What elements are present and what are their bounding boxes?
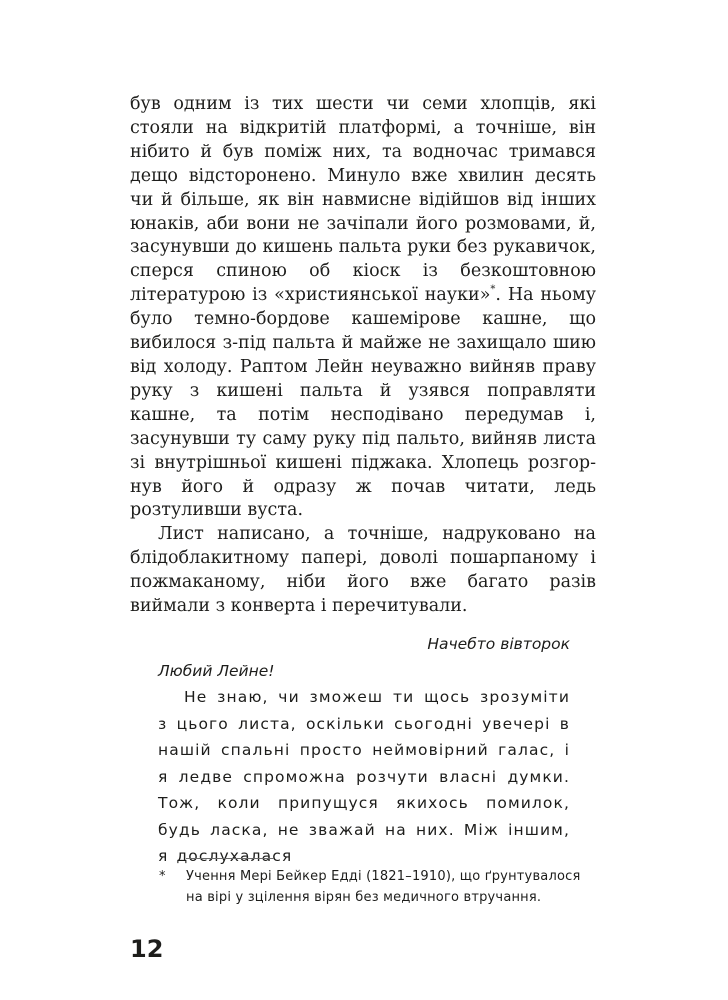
paragraph-2: Лист написано, а точніше, надруковано на блідоблакитному папері, доволі пошарпаному і пожмаканому, ніби його вже багато разів виймали з конверта і перечитували. bbox=[130, 524, 596, 617]
footnote-reference-mark: * bbox=[490, 284, 496, 296]
footnote-mark: * bbox=[159, 869, 166, 884]
letter-salutation: Любий Лейне! bbox=[158, 661, 275, 680]
footnote-divider bbox=[186, 858, 274, 859]
letter-body: Не знаю, чи зможеш ти щось зрозуміти з цього листа, оскільки сьогодні увечері в нашій спальні просто неймовірний галас, і я ледве спроможна розчути власні думки. Тож, коли припущуся якихось помилок, будь ласка, не зважай на них. Між іншим, я дослухалася bbox=[158, 688, 570, 865]
paragraph-1 bbox=[130, 93, 596, 523]
main-text bbox=[130, 93, 596, 619]
page-number: 12 bbox=[130, 935, 164, 963]
footnote bbox=[159, 866, 599, 908]
quoted-letter bbox=[158, 631, 570, 870]
paragraph-1-text-before-mark: був одним із тих шести чи семи хлопців, які стояли на відкритій платформі, а точніше, він нібито й був поміж них, та водночас тримався дещо відсторонено. Минуло вже хвилин десять чи й більше, як він навмисне відійшов від інших юнаків, аби вони не зачіпали його розмовами, й, засунувши до кишень пальта руки без рукавичок, сперся спиною об кіоск із безкоштовною літературою із «християнської науки» bbox=[130, 94, 596, 306]
paragraph-1-text-after-mark: . На ньому було темно-бордове кашемірове кашне, що вибилося з-під пальта й майже не захищало шию від холоду. Раптом Лейн неуважно вийняв праву руку з кишені пальта й узявся поправляти кашне, та потім несподівано передумав і, засунувши ту саму руку під пальто, вийняв листа зі внутрішньої кишені піджака. Хлопець розгорнув його й одразу ж почав читати, ледь розтуливши вуста. bbox=[130, 285, 596, 521]
letter-dateline: Начебто вівторок bbox=[427, 635, 570, 653]
footnote-text: Учення Мері Бейкер Едді (1821–1910), що ґрунтувалося на вірі у зцілення вірян без медичного втручання. bbox=[186, 869, 581, 905]
